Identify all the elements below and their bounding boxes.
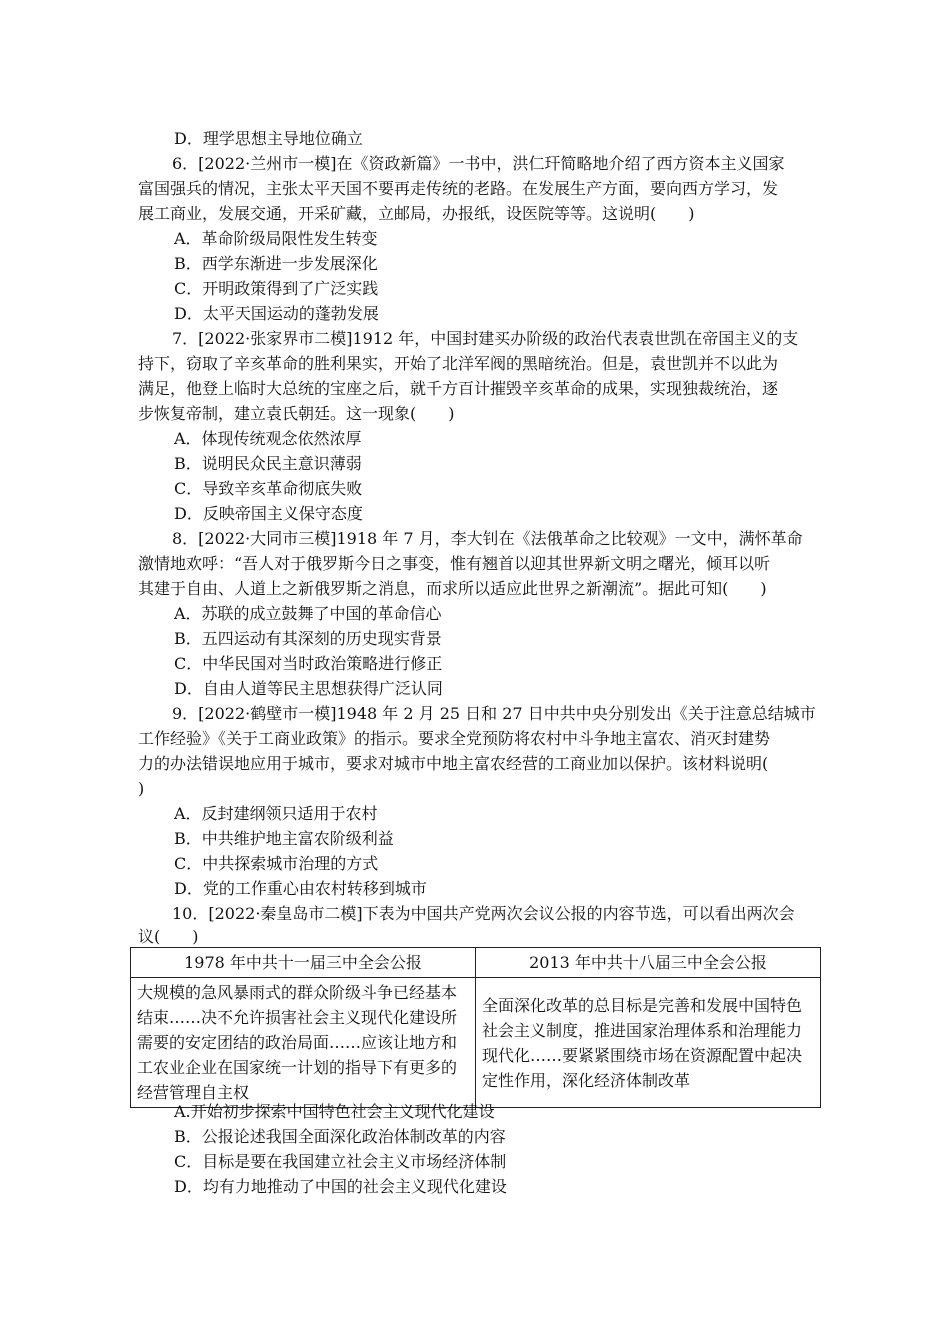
q7-stem-line-1: 7．[2022·张家界市二模]1912 年，中国封建买办阶级的政治代表袁世凯在帝国主义的支: [172, 329, 799, 348]
q6-option-b: B．西学东渐进一步发展深化: [174, 254, 378, 273]
q5-option-d: D．理学思想主导地位确立: [174, 129, 363, 148]
q8-option-d: D．自由人道等民主思想获得广泛认同: [174, 679, 443, 698]
table-cell-2013: 全面深化改革的总目标是完善和发展中国特色社会主义制度，推进国家治理体系和治理能力现代化……要紧紧围绕市场在资源配置中起决定性作用，深化经济体制改革: [476, 978, 821, 1108]
q7-stem-line-3: 满足，他登上临时大总统的宝座之后，就千方百计摧毁辛亥革命的成果，实现独裁统治，逐: [138, 379, 779, 398]
table-cell-1978: 大规模的急风暴雨式的群众阶级斗争已经基本结束……决不允许损害社会主义现代化建设所需要的安定团结的政治局面……应该让地方和工农业企业在国家统一计划的指导下有更多的经营管理自主权: [131, 978, 476, 1108]
q6-option-a: A．革命阶级局限性发生转变: [174, 229, 378, 248]
q7-option-d: D．反映帝国主义保守态度: [174, 504, 363, 523]
q10-option-c: C．目标是要在我国建立社会主义市场经济体制: [174, 1152, 507, 1171]
q7-stem-line-2: 持下，窃取了辛亥革命的胜利果实，开始了北洋军阀的黑暗统治。但是，袁世凯并不以此为: [138, 354, 779, 373]
q8-option-b: B．五四运动有其深刻的历史现实背景: [174, 629, 442, 648]
q8-stem-line-2: 激情地欢呼：“吾人对于俄罗斯今日之事变，惟有翘首以迎其世界新文明之曙光，倾耳以听: [138, 554, 771, 573]
q8-stem-line-1: 8．[2022·大同市三模]1918 年 7 月，李大钊在《法俄革命之比较观》一文中，满怀革命: [172, 529, 803, 548]
table-header-row: [131, 948, 821, 978]
q9-option-c: C．中共探索城市治理的方式: [174, 854, 379, 873]
q9-stem-line-2: 工作经验》《关于工商业政策》的指示。要求全党预防将农村中斗争地主富农、消灭封建势: [138, 729, 771, 748]
q9-stem-line-3: 力的办法错误地应用于城市，要求对城市中地主富农经营的工商业加以保护。该材料说明(: [138, 754, 769, 773]
q6-option-c: C．开明政策得到了广泛实践: [174, 279, 379, 298]
q10-option-b: B．公报论述我国全面深化政治体制改革的内容: [174, 1127, 506, 1146]
q6-stem-line-1: 6．[2022·兰州市一模]在《资政新篇》一书中，洪仁玕简略地介绍了西方资本主义国家: [172, 154, 785, 173]
q6-stem-line-3: 展工商业，发展交通，开采矿藏，立邮局，办报纸，设医院等等。这说明( ): [138, 204, 695, 223]
q7-option-a: A．体现传统观念依然浓厚: [174, 429, 362, 448]
comparison-table: [130, 947, 821, 1108]
q9-option-a: A．反封建纲领只适用于农村: [174, 804, 378, 823]
q7-stem-line-4: 步恢复帝制，建立袁氏朝廷。这一现象( ): [138, 404, 455, 423]
q7-option-b: B．说明民众民主意识薄弱: [174, 454, 362, 473]
q10-option-d: D．均有力地推动了中国的社会主义现代化建设: [174, 1177, 507, 1196]
q8-stem-line-3: 其建于自由、人道上之新俄罗斯之消息，而求所以适应此世界之新潮流”。据此可知( ): [138, 579, 767, 598]
q9-option-d: D．党的工作重心由农村转移到城市: [174, 879, 427, 898]
table-header-1978: 1978 年中共十一届三中全会公报: [131, 948, 476, 978]
q10-stem-line-2: 议( ): [138, 927, 199, 946]
table-header-2013: 2013 年中共十八届三中全会公报: [476, 948, 821, 978]
q9-stem-line-4: ): [138, 779, 145, 798]
q8-option-c: C．中华民国对当时政治策略进行修正: [174, 654, 443, 673]
q8-option-a: A．苏联的成立鼓舞了中国的革命信心: [174, 604, 442, 623]
q6-option-d: D．太平天国运动的蓬勃发展: [174, 304, 379, 323]
table-row: [131, 978, 821, 1108]
q6-stem-line-2: 富国强兵的情况，主张太平天国不要再走传统的老路。在发展生产方面，要向西方学习，发: [138, 179, 779, 198]
q9-option-b: B．中共维护地主富农阶级利益: [174, 829, 394, 848]
q7-option-c: C．导致辛亥革命彻底失败: [174, 479, 363, 498]
q9-stem-line-1: 9．[2022·鹤壁市一模]1948 年 2 月 25 日和 27 日中共中央分别发出《关于注意总结城市: [172, 704, 816, 723]
q10-option-a: A.开始初步探索中国特色社会主义现代化建设: [174, 1102, 495, 1121]
q10-stem-line-1: 10．[2022·秦皇岛市二模]下表为中国共产党两次会议公报的内容节选，可以看出两次会: [172, 904, 795, 923]
